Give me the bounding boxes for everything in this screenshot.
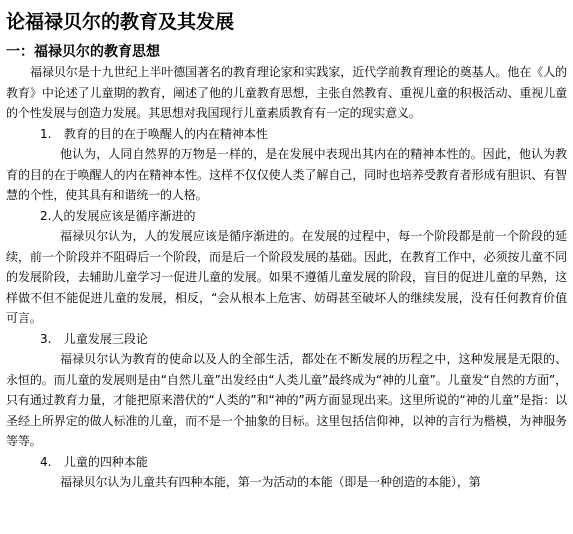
item-number: 4. — [40, 454, 52, 469]
section-heading: 一：福禄贝尔的教育思想 — [6, 44, 160, 60]
item-heading-4 — [6, 452, 567, 473]
item-paragraph-1: 他认为，人同自然界的万物是一样的，是在发展中表现出其内在的精神本性的。因此，他认为教育的目的在于唤醒人的内在精神本性。这样不仅仅使人类了解自己，同时也培养受教育者形成有胆识、有智慧的个性，使其具有和谐统一的人格。 — [6, 147, 567, 202]
document-title: 论福禄贝尔的教育及其发展 — [6, 11, 235, 33]
item-paragraph-4: 福禄贝尔认为儿童共有四种本能，第一为活动的本能（即是一种创造的本能），第 — [60, 475, 481, 489]
item-heading-text: 儿童发展三段论 — [63, 331, 148, 346]
item-heading-text: 人的发展应该是循序渐进的 — [51, 208, 196, 223]
item-heading-3 — [6, 329, 567, 350]
item-number: 3. — [40, 331, 52, 346]
item-paragraph-3: 福禄贝尔认为教育的使命以及人的全部生活，都处在不断发展的历程之中，这种发展是无限的、永恒的。而儿童的发展则是由“自然儿童”出发经由“人类儿童”最终成为“神的儿童”。儿童发“自然的方面”，只有通过教育力量，才能把原来潜伏的“人类的”和“神的”两方面显现出来。这里所说的“神的儿童”是指：以圣经上所界定的做人标准的儿童，而不是一个抽象的目标。这里包括信仰神，以神的言行为楷模，为神服务等等。 — [6, 352, 567, 448]
item-heading-2 — [6, 206, 567, 227]
intro-paragraph: 福禄贝尔是十九世纪上半叶德国著名的教育理论家和实践家，近代学前教育理论的奠基人。他在《人的教育》中论述了儿童期的教育，阐述了他的儿童教育思想，主张自然教育、重视儿童的积极活动、重视儿童的个性发展与创造力发展。其思想对我国现行儿童素质教育有一定的现实意义。 — [6, 65, 567, 120]
item-heading-1 — [6, 124, 567, 145]
item-paragraph-2: 福禄贝尔认为，人的发展应该是循序渐进的。在发展的过程中，每一个阶段都是前一个阶段的延续，前一个阶段并不阻碍后一个阶段，而是后一个阶段发展的基础。因此，在教育工作中，必须按儿童不同的发展阶段，去辅助儿童学习一促进儿童的发展。如果不遵循儿童发展的阶段，盲目的促进儿童的早熟，这样做不但不能促进儿童的发展，相反，“会从根本上危害、妨碍甚至破坏人的继续发展，没有任何教育价值可言。 — [6, 229, 567, 325]
item-heading-text: 教育的目的在于唤醒人的内在精神本性 — [63, 126, 268, 141]
item-heading-text: 儿童的四种本能 — [63, 454, 148, 469]
item-number: 1. — [40, 126, 52, 141]
item-number: 2. — [40, 208, 52, 223]
